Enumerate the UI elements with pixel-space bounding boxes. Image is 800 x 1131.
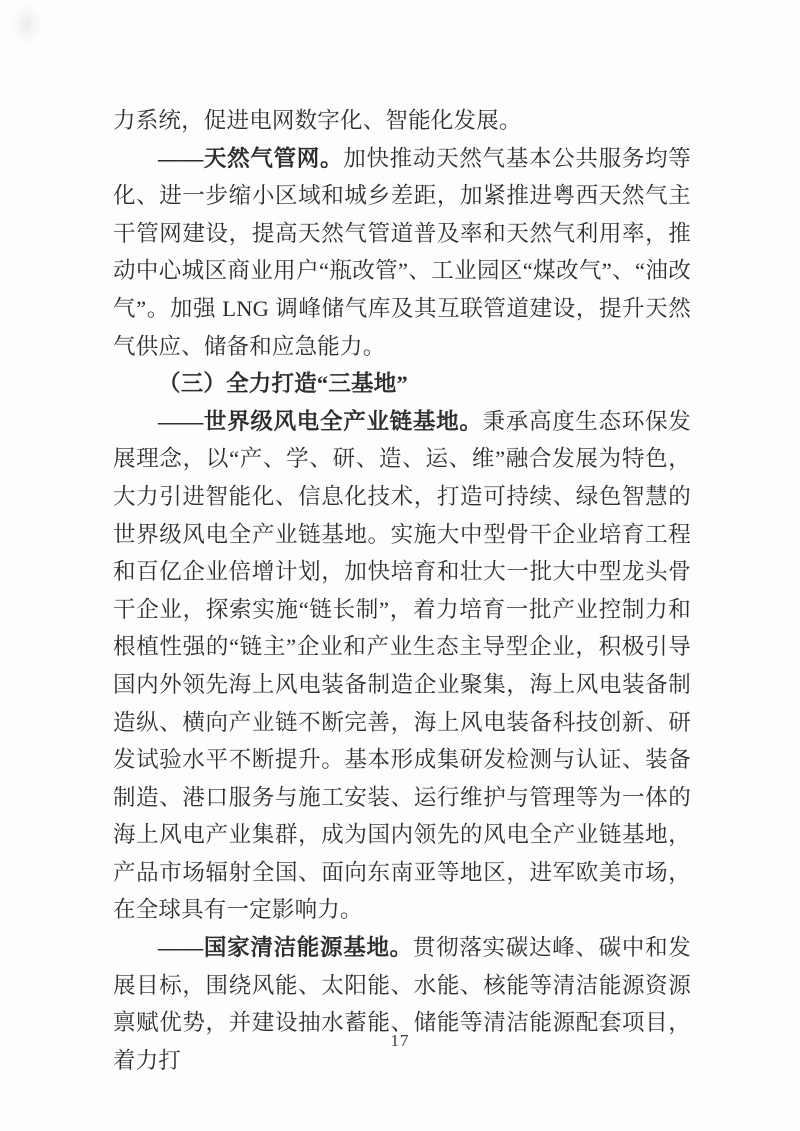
paragraph-text: 秉承高度生态环保发展理念，以“产、学、研、造、运、维”融合发展为特色，大力引进智能化、信息化技术，打造可持续、绿色智慧的世界级风电全产业链基地。实施大中型骨干企业培育工程和百亿企业倍增计划，加快培育和壮大一批大中型龙头骨干企业，探索实施“链长制”，着力培育一批产业控制力和根植性强的“链主”企业和产业生态主导型企业，积极引导国内外领先海上风电装备制造企业聚集，海上风电装备制造纵、横向产业链不断完善，海上风电装备科技创新、研发试验水平不断提升。基本形成集研发检测与认证、装备制造、港口服务与施工安装、运行维护与管理等为一体的海上风电产业集群，成为国内领先的风电全产业链基地，产品市场辐射全国、面向东南亚等地区，进军欧美市场，在全球具有一定影响力。 bbox=[113, 408, 691, 923]
paragraph-lead-bold: ——国家清洁能源基地。 bbox=[158, 935, 413, 961]
page-number: 17 bbox=[390, 1031, 410, 1050]
paragraph bbox=[113, 365, 691, 403]
paragraph-lead-bold: ——世界级风电全产业链基地。 bbox=[158, 408, 483, 434]
paragraph bbox=[113, 102, 691, 140]
paragraph-text: 贯彻落实碳达峰、碳中和发展目标，围绕风能、太阳能、水能、核能等清洁能源资源禀赋优势，并建设抽水蓄能、储能等清洁能源配套项目，着力打 bbox=[113, 935, 691, 1073]
paragraph bbox=[113, 140, 691, 366]
paragraph-lead-bold: （三）全力打造“三基地” bbox=[158, 371, 408, 397]
scan-smudge-artifact bbox=[12, 4, 42, 44]
paragraph bbox=[113, 929, 691, 1079]
paragraph-text: 力系统，促进电网数字化、智能化发展。 bbox=[113, 108, 522, 133]
paragraph bbox=[113, 403, 691, 929]
document-body bbox=[113, 102, 691, 1079]
paragraph-lead-bold: ——天然气管网。 bbox=[158, 145, 344, 171]
paragraph-text: 加快推动天然气基本公共服务均等化、进一步缩小区域和城乡差距，加紧推进粤西天然气主干管网建设，提高天然气管道普及率和天然气利用率，推动中心城区商业用户“瓶改管”、工业园区“煤改气”、“油改气”。加强 LNG 调峰储气库及其互联管道建设，提升天然气供应、储备和应急能力。 bbox=[113, 145, 691, 359]
